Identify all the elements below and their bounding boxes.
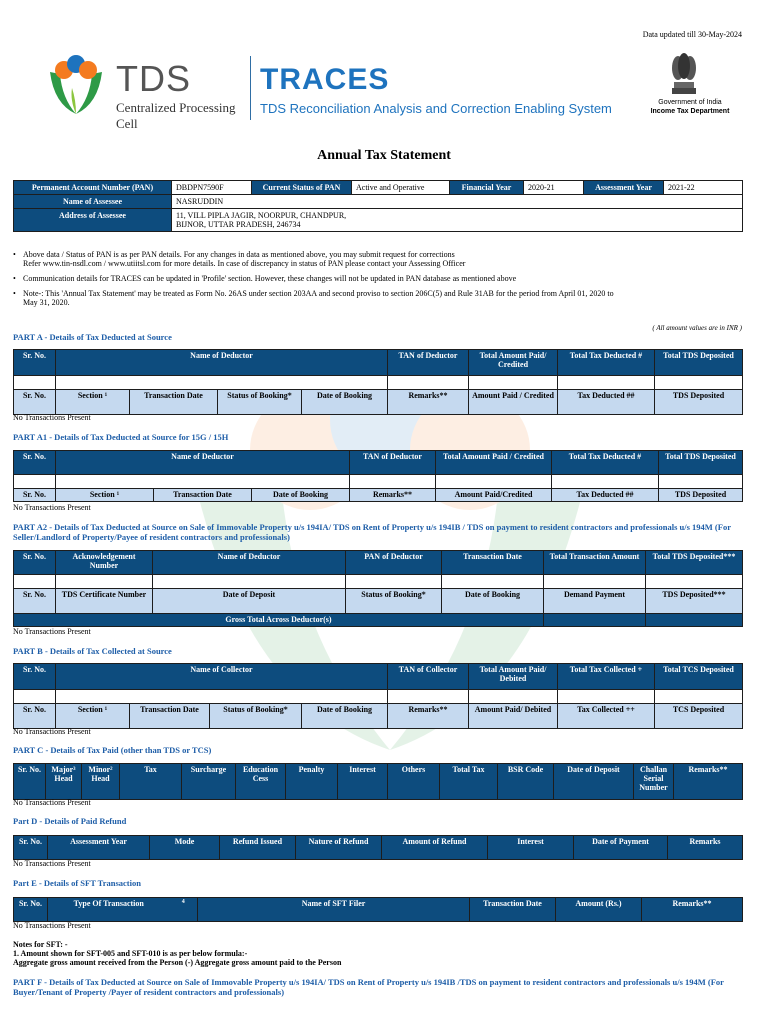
header-cell: Total Tax Deducted #	[552, 451, 659, 475]
header-cell: Date of Payment	[574, 836, 668, 860]
pan-status-value: Active and Operative	[352, 181, 450, 195]
part-a2-no-transactions: No Transactions Present	[13, 627, 91, 636]
subheader-cell: Tax Collected ++	[558, 704, 655, 729]
tds-logo-icon	[40, 52, 112, 122]
subheader-cell: Sr. No.	[14, 704, 56, 729]
header-cell: Tax	[120, 764, 182, 800]
header-cell: 4	[170, 898, 198, 922]
part-a1-no-transactions: No Transactions Present	[13, 503, 91, 512]
subheader-cell: Date of Booking	[252, 489, 350, 502]
part-a-no-transactions: No Transactions Present	[13, 413, 91, 422]
subheader-cell: Remarks**	[388, 704, 469, 729]
subheader-cell: Tax Deducted ##	[558, 390, 655, 415]
header-cell: Acknowledgement Number	[56, 551, 153, 575]
header-cell: Others	[388, 764, 440, 800]
assessee-name-value: NASRUDDIN	[172, 195, 743, 209]
header-cell: Remarks	[668, 836, 743, 860]
subheader-cell: Amount Paid / Credited	[469, 390, 558, 415]
header-cell: Education Cess	[236, 764, 286, 800]
ashoka-emblem-icon	[664, 48, 704, 98]
subheader-cell: Date of Booking	[442, 589, 544, 614]
data-updated-date: Data updated till 30-May-2024	[642, 30, 742, 39]
note-3-line2: May 31, 2020.	[23, 298, 70, 307]
subheader-cell: Amount Paid/ Debited	[469, 704, 558, 729]
header-cell: PAN of Deductor	[346, 551, 442, 575]
note-form-26as	[13, 289, 743, 307]
header-cell: Type Of Transaction	[48, 898, 170, 922]
part-a-title: PART A - Details of Tax Deducted at Source	[13, 332, 172, 342]
part-a2-table	[13, 550, 743, 627]
subheader-cell: Transaction Date	[130, 390, 218, 415]
header-cell: Assessment Year	[48, 836, 150, 860]
header-cell: Major³ Head	[46, 764, 82, 800]
header-cell: TAN of Deductor	[350, 451, 436, 475]
subheader-cell: Section ¹	[56, 390, 130, 415]
header-cell: Total TDS Deposited	[655, 350, 743, 376]
subheader-cell: Sr. No.	[14, 489, 56, 502]
header-cell: Minor² Head	[82, 764, 120, 800]
subheader-cell: Demand Payment	[544, 589, 646, 614]
header-cell: Name of Deductor	[56, 350, 388, 376]
subheader-cell: Status of Booking*	[218, 390, 302, 415]
part-a-table	[13, 349, 743, 415]
note-2: • Communication details for TRACES can be updated in 'Profile' section. However, these changes will not be updated in PAN database as mentioned above	[23, 274, 517, 283]
header-cell: Challan Serial Number	[634, 764, 674, 800]
pan-value: DBDPN7590F	[172, 181, 252, 195]
address-line2: BIJNOR, UTTAR PRADESH, 246734	[176, 220, 301, 229]
header-cell: Total Amount Paid/ Credited	[469, 350, 558, 376]
subheader-cell: Tax Deducted ##	[552, 489, 659, 502]
part-e-table	[13, 897, 743, 922]
statement-title: Annual Tax Statement	[317, 148, 451, 163]
subheader-cell: Amount Paid/Credited	[436, 489, 552, 502]
financial-year-value: 2020-21	[524, 181, 584, 195]
header-cell: Total TCS Deposited	[655, 664, 743, 690]
header-cell: TAN of Collector	[388, 664, 469, 690]
header-cell: Sr. No.	[14, 836, 48, 860]
tds-logo-text: TDS	[116, 58, 191, 99]
subheader-cell: Sr. No.	[14, 589, 56, 614]
part-b-title: PART B - Details of Tax Collected at Source	[13, 646, 172, 656]
header-cell: Name of Collector	[56, 664, 388, 690]
header-cell: Refund Issued	[220, 836, 296, 860]
assessment-year-label: Assessment Year	[584, 181, 664, 195]
pan-status-label: Current Status of PAN	[252, 181, 352, 195]
subheader-cell: TDS Deposited***	[646, 589, 743, 614]
note-communication	[13, 274, 743, 283]
header-cell: Sr. No.	[14, 764, 46, 800]
header-cell: Transaction Date	[470, 898, 556, 922]
subheader-cell: TCS Deposited	[655, 704, 743, 729]
assessment-year-value: 2021-22	[664, 181, 743, 195]
gov-line2: Income Tax Department	[650, 108, 730, 115]
header-cell: Interest	[338, 764, 388, 800]
subheader-cell: Remarks**	[350, 489, 436, 502]
gov-line1: Government of India	[658, 99, 722, 106]
header-cell: Total Transaction Amount	[544, 551, 646, 575]
part-b-table	[13, 663, 743, 729]
assessee-address-value	[172, 209, 743, 232]
sft-note-formula: Aggregate gross amount received from the Person (-) Aggregate gross amount paid to the Person	[13, 958, 342, 967]
subheader-cell: Transaction Date	[130, 704, 210, 729]
header-cell: Transaction Date	[442, 551, 544, 575]
assessee-info-table	[13, 180, 743, 232]
part-f-title: PART F - Details of Tax Deducted at Source on Sale of Immovable Property u/s 194IA/ TDS on Rent of Property u/s 194IB /TDS on payment to resident contractors and professionals u/s 194M (For Buyer/Tenant of Property /Payer of resident contractors and professionals)	[13, 977, 724, 997]
part-a1-title: PART A1 - Details of Tax Deducted at Source for 15G / 15H	[13, 432, 229, 442]
sft-notes	[13, 940, 341, 967]
header-cell: Amount (Rs.)	[556, 898, 642, 922]
financial-year-label: Financial Year	[450, 181, 524, 195]
address-line1: 11, VILL PIPLA JAGIR, NOORPUR, CHANDPUR,	[176, 211, 347, 220]
header-cell: Total Tax Deducted #	[558, 350, 655, 376]
header-cell: Total TDS Deposited	[659, 451, 743, 475]
note-pan-details	[13, 250, 743, 268]
header-cell: Sr. No.	[14, 350, 56, 376]
header-cell: Sr. No.	[14, 898, 48, 922]
tds-logo-subtitle: Centralized Processing Cell	[116, 100, 236, 131]
part-b-no-transactions: No Transactions Present	[13, 727, 91, 736]
subheader-cell: TDS Deposited	[655, 390, 743, 415]
note-3-line1: • Note-: This 'Annual Tax Statement' may be treated as Form No. 26AS under section 203AA and second proviso to section 206C(5) and Rule 31AB for the period from April 01, 2020 to	[23, 289, 614, 298]
note-1-line2: Refer www.tin-nsdl.com / www.utiitsl.com for more details. In case of discrepancy in status of PAN please contact your Assessing Officer	[23, 259, 466, 268]
subheader-cell: Section ¹	[56, 489, 154, 502]
header-cell: Amount of Refund	[382, 836, 488, 860]
part-d-no-transactions: No Transactions Present	[13, 859, 91, 868]
header-cell: Name of Deductor	[56, 451, 350, 475]
subheader-cell: Status of Booking*	[346, 589, 442, 614]
header-cell: Sr. No.	[14, 451, 56, 475]
header-divider	[250, 56, 251, 120]
traces-title: TRACES	[260, 63, 390, 96]
traces-subtitle: TDS Reconciliation Analysis and Correction Enabling System	[260, 101, 612, 116]
part-e-no-transactions: No Transactions Present	[13, 921, 91, 930]
part-d-table	[13, 835, 743, 860]
part-a1-table	[13, 450, 743, 502]
notes-list	[13, 250, 743, 313]
subheader-cell: Section ¹	[56, 704, 130, 729]
subheader-cell: Date of Booking	[302, 704, 388, 729]
part-c-title: PART C - Details of Tax Paid (other than TDS or TCS)	[13, 745, 212, 755]
header-cell: Total Amount Paid/ Debited	[469, 664, 558, 690]
currency-note: ( All amount values are in INR )	[652, 324, 742, 332]
part-e-title: Part E - Details of SFT Transaction	[13, 878, 141, 888]
sft-note-heading: Notes for SFT: -	[13, 940, 68, 949]
part-c-table	[13, 763, 743, 800]
header-cell: Sr. No.	[14, 551, 56, 575]
header-cell: Remarks**	[642, 898, 743, 922]
header-cell: Name of SFT Filer	[198, 898, 470, 922]
subheader-cell: Date of Deposit	[153, 589, 346, 614]
subheader-cell: TDS Certificate Number	[56, 589, 153, 614]
header-cell: Penalty	[286, 764, 338, 800]
part-a2-title: PART A2 - Details of Tax Deducted at Source on Sale of Immovable Property u/s 194IA/ TDS on Rent of Property u/s 194IB / TDS on payment to resident contractors and professionals u/s 194M (For Seller/Landlord of Property/Payee of resident contractors and professionals)	[13, 522, 731, 542]
header-cell: Total Amount Paid / Credited	[436, 451, 552, 475]
header-cell: Date of Deposit	[554, 764, 634, 800]
part-c-no-transactions: No Transactions Present	[13, 798, 91, 807]
header-cell: Total Tax Collected +	[558, 664, 655, 690]
part-d-title: Part D - Details of Paid Refund	[13, 816, 127, 826]
govt-of-india-label	[640, 98, 740, 116]
subheader-cell: Remarks**	[388, 390, 469, 415]
subheader-cell: TDS Deposited	[659, 489, 743, 502]
note-1-line1: • Above data / Status of PAN is as per PAN details. For any changes in data as mentioned above, you may submit request for corrections	[23, 250, 455, 259]
header-cell: Surcharge	[182, 764, 236, 800]
assessee-name-label: Name of Assessee	[14, 195, 172, 209]
gross-total-label: Gross Total Across Deductor(s)	[14, 614, 544, 627]
subheader-cell: Status of Booking*	[210, 704, 302, 729]
tds-logo	[40, 52, 255, 131]
header-cell: BSR Code	[498, 764, 554, 800]
subheader-cell: Sr. No.	[14, 390, 56, 415]
header-cell: Nature of Refund	[296, 836, 382, 860]
header-cell: Total Tax	[440, 764, 498, 800]
header-cell: Total TDS Deposited***	[646, 551, 743, 575]
header-cell: Mode	[150, 836, 220, 860]
assessee-address-label: Address of Assessee	[14, 209, 172, 232]
subheader-cell: Date of Booking	[302, 390, 388, 415]
header-cell: Sr. No.	[14, 664, 56, 690]
header-cell: TAN of Deductor	[388, 350, 469, 376]
pan-label: Permanent Account Number (PAN)	[14, 181, 172, 195]
header-cell: Remarks**	[674, 764, 743, 800]
subheader-cell: Transaction Date	[154, 489, 252, 502]
sft-note-1: 1. Amount shown for SFT-005 and SFT-010 is as per below formula:-	[13, 949, 248, 958]
header-cell: Name of Deductor	[153, 551, 346, 575]
header-cell: Interest	[488, 836, 574, 860]
